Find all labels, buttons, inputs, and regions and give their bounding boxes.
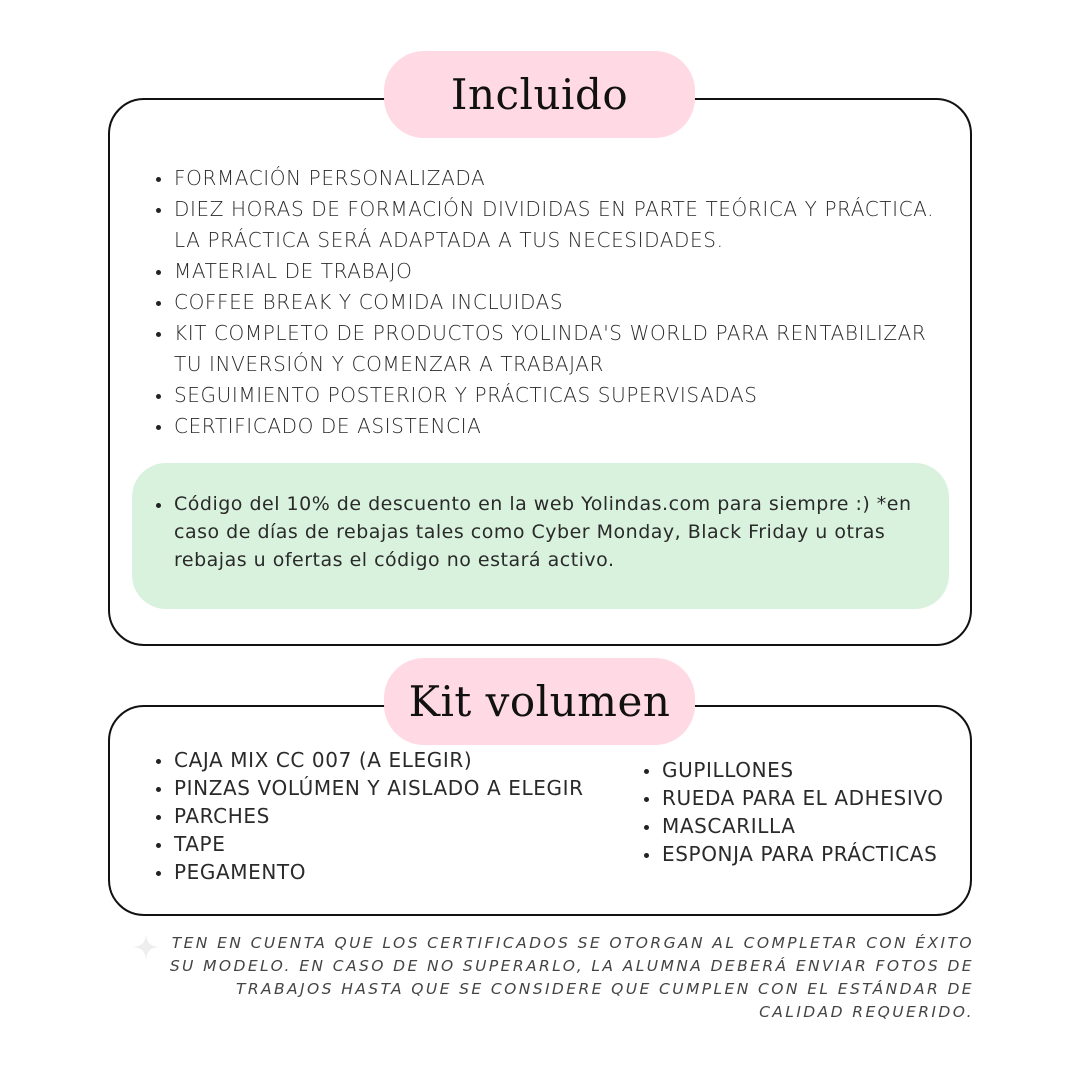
kit-item: PARCHES bbox=[156, 802, 626, 830]
kit-item: GUPILLONES bbox=[644, 756, 964, 784]
kit-item: TAPE bbox=[156, 830, 626, 858]
kit-item: PINZAS VOLÚMEN Y AISLADO A ELEGIR bbox=[156, 774, 626, 802]
kit-item: ESPONJA PARA PRÁCTICAS bbox=[644, 840, 964, 868]
kit-item: CAJA MIX CC 007 (A ELEGIR) bbox=[156, 746, 626, 774]
included-item: CERTIFICADO DE ASISTENCIA bbox=[156, 411, 946, 442]
discount-text: Código del 10% de descuento en la web Yolindas.com para siempre :) *en caso de días de rebajas tales como Cyber Monday, Black Friday u otras rebajas u ofertas el código no estará activo. bbox=[156, 490, 926, 574]
included-item: FORMACIÓN PERSONALIZADA bbox=[156, 163, 946, 194]
included-item: DIEZ HORAS DE FORMACIÓN DIVIDIDAS EN PARTE TEÓRICA Y PRÁCTICA. LA PRÁCTICA SERÁ ADAPTADA A TUS NECESIDADES. bbox=[156, 194, 946, 256]
included-item: MATERIAL DE TRABAJO bbox=[156, 256, 946, 287]
discount-list bbox=[156, 490, 926, 574]
kit-item: MASCARILLA bbox=[644, 812, 964, 840]
kit-list-right bbox=[644, 756, 964, 868]
kit-item: RUEDA PARA EL ADHESIVO bbox=[644, 784, 964, 812]
included-title: Incluido bbox=[384, 51, 695, 138]
included-item: SEGUIMIENTO POSTERIOR Y PRÁCTICAS SUPERVISADAS bbox=[156, 380, 946, 411]
sparkle-icon bbox=[133, 934, 159, 960]
kit-title: Kit volumen bbox=[384, 658, 695, 745]
included-item: KIT COMPLETO DE PRODUCTOS YOLINDA'S WORLD PARA RENTABILIZAR TU INVERSIÓN Y COMENZAR A TRABAJAR bbox=[156, 318, 946, 380]
included-item: COFFEE BREAK Y COMIDA INCLUIDAS bbox=[156, 287, 946, 318]
kit-item: PEGAMENTO bbox=[156, 858, 626, 886]
certificate-note: TEN EN CUENTA QUE LOS CERTIFICADOS SE OTORGAN AL COMPLETAR CON ÉXITO SU MODELO. EN CASO DE NO SUPERARLO, LA ALUMNA DEBERÁ ENVIAR FOTOS DE TRABAJOS HASTA QUE SE CONSIDERE QUE CUMPLEN CON EL ESTÁNDAR DE CALIDAD REQUERIDO. bbox=[169, 934, 974, 1021]
included-list bbox=[156, 163, 946, 442]
kit-list-left bbox=[156, 746, 626, 886]
